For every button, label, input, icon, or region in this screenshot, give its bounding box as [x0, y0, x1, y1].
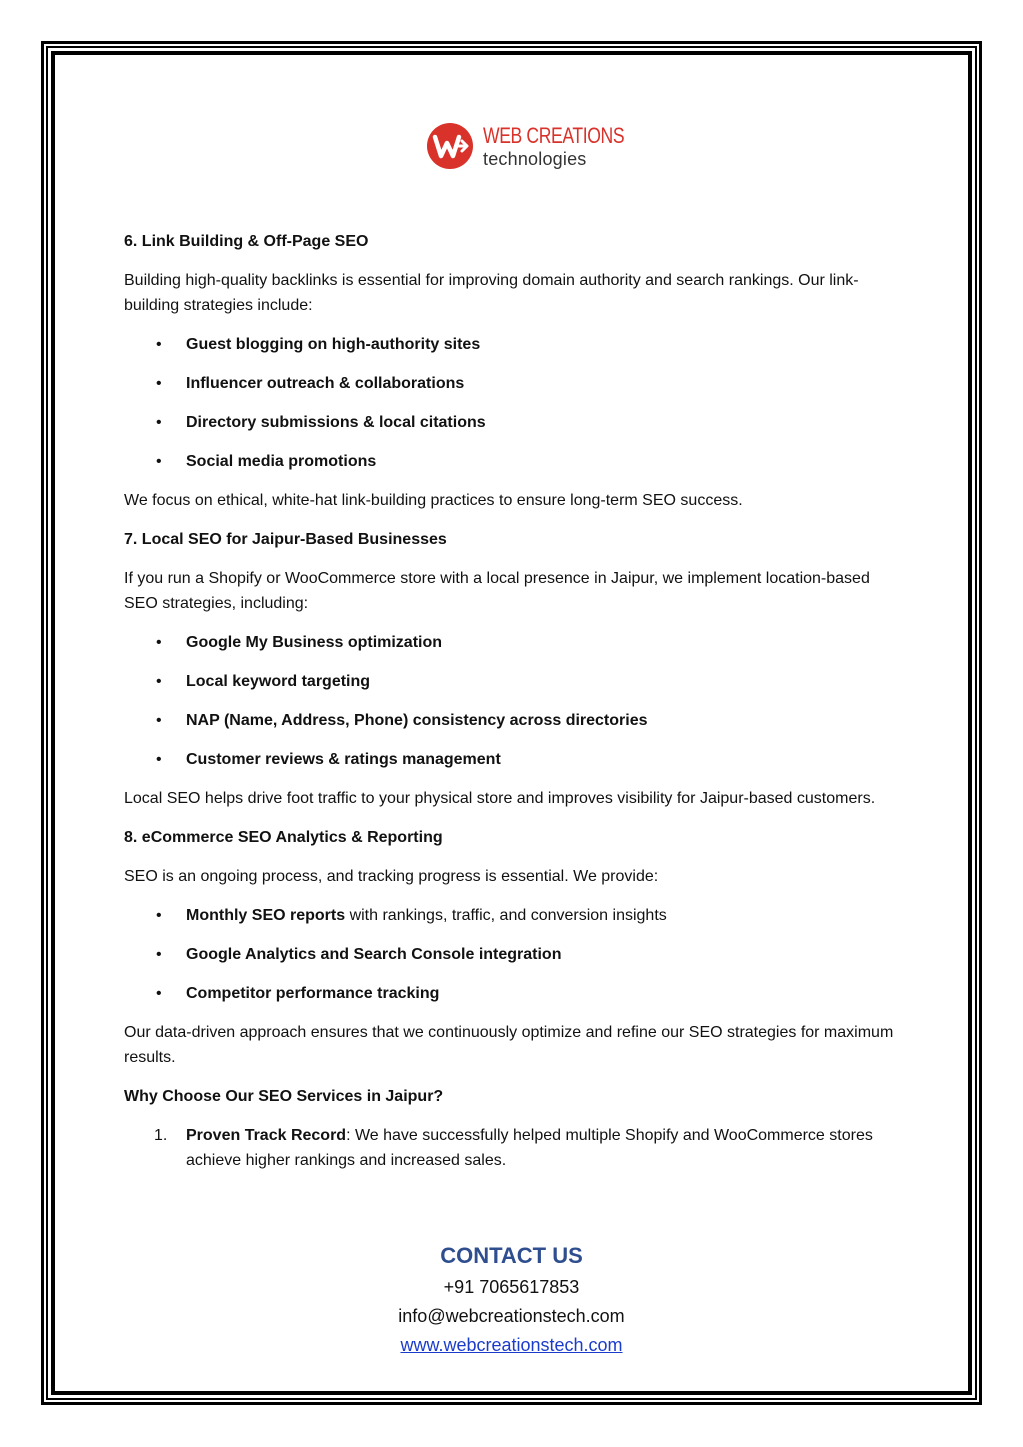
section-heading-why: Why Choose Our SEO Services in Jaipur? — [124, 1088, 444, 1105]
section-8-intro: SEO is an ongoing process, and tracking progress is essential. We provide: — [124, 868, 659, 885]
list-item: • Competitor performance tracking — [186, 981, 894, 1006]
section-6-intro: Building high-quality backlinks is essential for improving domain authority and search rankings. Our link-building strategies include: — [124, 272, 859, 314]
contact-title: CONTACT US — [440, 1243, 583, 1268]
logo-w-icon — [426, 122, 474, 170]
list-item: • Social media promotions — [186, 449, 894, 474]
section-6-list — [124, 332, 894, 474]
section-heading-6: 6. Link Building & Off-Page SEO — [124, 233, 369, 250]
contact-phone: +91 7065617853 — [443, 1277, 580, 1297]
list-item: • Customer reviews & ratings management — [186, 747, 894, 772]
list-item: • Google Analytics and Search Console integration — [186, 942, 894, 967]
section-8-list — [124, 903, 894, 1006]
list-item: • Google My Business optimization — [186, 630, 894, 655]
why-list — [124, 1123, 894, 1173]
section-7-list — [124, 630, 894, 772]
list-item: • Directory submissions & local citations — [186, 410, 894, 435]
logo-subtitle: technologies — [483, 148, 587, 169]
section-8-outro: Our data-driven approach ensures that we continuously optimize and refine our SEO strategies for maximum results. — [124, 1024, 894, 1066]
list-item: • Local keyword targeting — [186, 669, 894, 694]
list-number: 1. — [154, 1127, 168, 1144]
list-item: • Guest blogging on high-authority sites — [186, 332, 894, 357]
logo-brand-name: WEB CREATIONS — [483, 122, 625, 148]
section-7-intro: If you run a Shopify or WooCommerce store with a local presence in Jaipur, we implement location-based SEO strategies, including: — [124, 570, 870, 612]
document-body — [124, 229, 894, 1187]
brand-logo — [426, 120, 625, 172]
list-item: 1. Proven Track Record: We have successfully helped multiple Shopify and WooCommerce stores achieve higher rankings and increased sales. — [186, 1123, 894, 1173]
contact-email: info@webcreationstech.com — [398, 1306, 625, 1326]
list-item: • Influencer outreach & collaborations — [186, 371, 894, 396]
section-heading-7: 7. Local SEO for Jaipur-Based Businesses — [124, 531, 447, 548]
section-heading-8: 8. eCommerce SEO Analytics & Reporting — [124, 829, 443, 846]
section-7-outro: Local SEO helps drive foot traffic to your physical store and improves visibility for Jaipur-based customers. — [124, 790, 876, 807]
section-6-outro: We focus on ethical, white-hat link-building practices to ensure long-term SEO success. — [124, 492, 743, 509]
list-item: • Monthly SEO reports with rankings, traffic, and conversion insights — [186, 903, 894, 928]
website-link[interactable]: www.webcreationstech.com — [400, 1335, 623, 1355]
list-item: • NAP (Name, Address, Phone) consistency across directories — [186, 708, 894, 733]
